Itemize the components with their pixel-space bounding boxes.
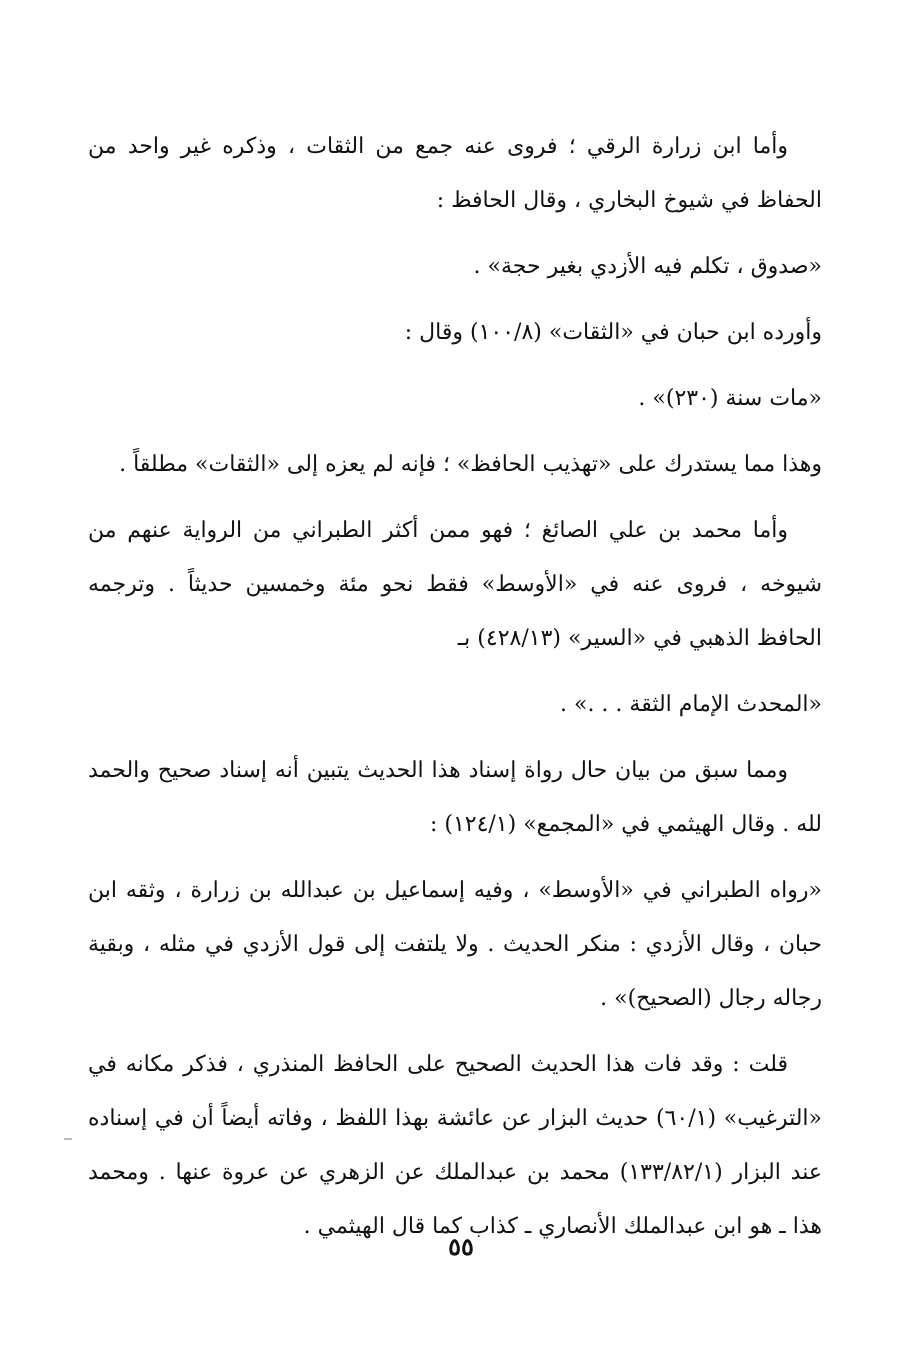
quote-dhahabi: «المحدث الإمام الثقة . . .» . bbox=[560, 692, 822, 717]
paragraph-tahdhib-note: وهذا مما يستدرك على «تهذيب الحافظ» ؛ فإنه لم يعزه إلى «الثقات» مطلقاً . bbox=[119, 452, 822, 477]
paragraph-al-saigh: وأما محمد بن علي الصائغ ؛ فهو ممن أكثر الطبراني من الرواية عنهم من شيوخه ، فروى عنه في «الأوسط» فقط نحو مئة وخمسين حديثاً . وترجمه الحافظ الذهبي في «السير» (٤٢٨/١٣) بـ bbox=[88, 518, 822, 651]
quote-death-year: «مات سنة (٢٣٠)» . bbox=[638, 386, 822, 411]
page-body bbox=[88, 120, 822, 1266]
page-number: ٥٥ bbox=[448, 1232, 474, 1261]
paragraph-ibn-zurara: وأما ابن زرارة الرقي ؛ فروى عنه جمع من الثقات ، وذكره غير واحد من الحفاظ في شيوخ البخاري ، وقال الحافظ : bbox=[88, 134, 822, 213]
paragraph-ibn-hibban: وأورده ابن حبان في «الثقات» (١٠٠/٨) وقال : bbox=[404, 320, 822, 345]
paragraph-author-comment: قلت : وقد فات هذا الحديث الصحيح على الحافظ المنذري ، فذكر مكانه في «الترغيب» (٦٠/١) حديث البزار عن عائشة بهذا اللفظ ، وفاته أيضاً أن في إسناده عند البزار (١٣٣/٨٢/١) محمد بن عبدالملك عن الزهري عن عروة عنها . ومحمد هذا ـ هو ابن عبدالملك الأنصاري ـ كذاب كما قال الهيثمي . bbox=[88, 1052, 822, 1239]
margin-mark bbox=[64, 1138, 72, 1140]
paragraph-isnad-verdict: ومما سبق من بيان حال رواة إسناد هذا الحديث يتبين أنه إسناد صحيح والحمد لله . وقال الهيثمي في «المجمع» (١٢٤/١) : bbox=[88, 758, 822, 837]
quote-hafiz: «صدوق ، تكلم فيه الأزدي بغير حجة» . bbox=[473, 254, 822, 279]
quote-haythami: «رواه الطبراني في «الأوسط» ، وفيه إسماعيل بن عبدالله بن زرارة ، وثقه ابن حبان ، وقال الأزدي : منكر الحديث . ولا يلتفت إلى قول الأزدي في مثله ، وبقية رجاله رجال (الصحيح)» . bbox=[88, 878, 822, 1011]
